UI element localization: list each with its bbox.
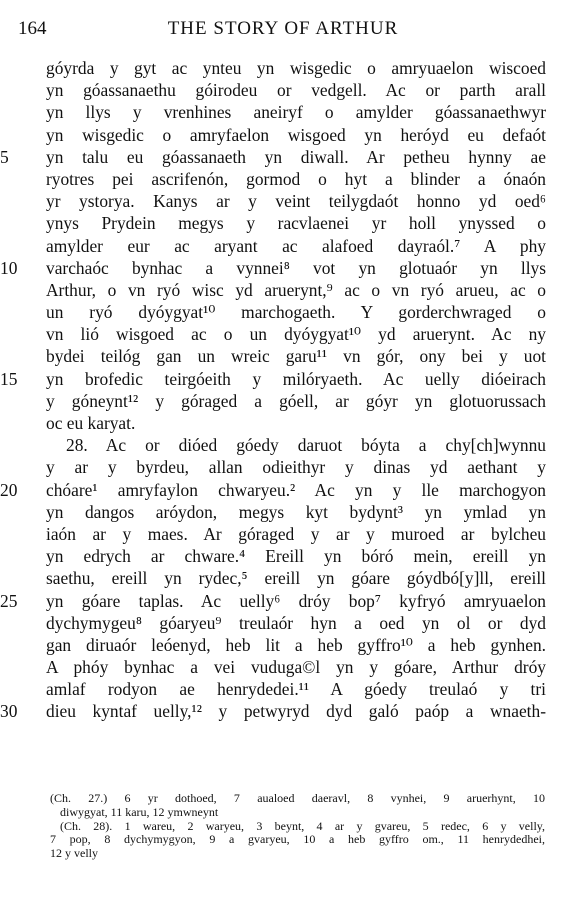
- text-line: [0, 146, 567, 168]
- text-line: [0, 456, 567, 478]
- text-line: [0, 323, 567, 345]
- line-text: y ar y byrdeu, allan odieithyr y dinas yd aethant y: [46, 457, 546, 478]
- running-title: THE STORY OF ARTHUR: [167, 18, 399, 39]
- line-number: 15: [0, 368, 18, 389]
- line-text: yn edrych ar chware.⁴ Ereill yn bóró mein, ereill yn: [46, 546, 546, 567]
- line-text: yn góassanaethu góirodeu or vedgell. Ac or parth arall: [46, 80, 546, 101]
- line-text: bydei teilóg gan un wreic garu¹¹ vn gór, ony bei y uot: [46, 346, 546, 367]
- text-line: [0, 523, 567, 545]
- line-text: ryotres pei ascrifenón, gormod o hyt a blinder a ónaón: [46, 168, 546, 189]
- text-line: [0, 257, 567, 279]
- line-text: yn talu eu góassanaeth yn diwall. Ar petheu hynny ae: [46, 146, 546, 167]
- text-line: [0, 212, 567, 234]
- footnote-line: 7 pop, 8 dychymygyon, 9 a gvaryeu, 10 a heb gyffro om., 11 henrydedhei,: [50, 833, 545, 847]
- footnote-line: 12 y velly: [50, 847, 98, 861]
- text-line: [0, 479, 567, 501]
- text-line: [0, 434, 567, 456]
- text-line: [0, 567, 567, 589]
- footnote-line: diwygyat, 11 karu, 12 ymwneynt: [60, 805, 219, 819]
- line-text: saethu, ereill yn rydec,⁵ ereill yn góare góydbó[y]ll, ereill: [46, 568, 546, 589]
- text-line: [0, 656, 567, 678]
- text-line: [0, 368, 567, 390]
- line-text: yn wisgedic o amryfaelon wisgoed yn heróyd eu defaót: [46, 124, 546, 145]
- page-header: [18, 12, 548, 42]
- line-text: dychymygeu⁸ góaryeu⁹ treulaór hyn a oed yn ol or dyd: [46, 612, 546, 633]
- text-line: [0, 501, 567, 523]
- line-text: Arthur, o vn ryó wisc yd aruerynt,⁹ ac o vn ryó arueu, ac o: [46, 279, 546, 300]
- line-text: vn lió wisgoed ac o un dyóygyat¹⁰ yd aruerynt. Ac ny: [46, 324, 546, 345]
- main-text: [0, 57, 567, 723]
- line-number: 25: [0, 590, 18, 611]
- text-line: [0, 57, 567, 79]
- line-text: yn llys y vrenhines aneiryf o amylder góassanaethwyr: [46, 102, 546, 123]
- text-line: [0, 390, 567, 412]
- line-number: 30: [0, 701, 18, 722]
- line-text: gan diruaór leóenyd, heb lit a heb gyffro¹⁰ a heb gynhen.: [46, 634, 546, 655]
- line-text: amylder eur ac aryant ac alafoed dayraól.⁷ A phy: [46, 235, 546, 256]
- line-text: un ryó dyóygyat¹⁰ marchogaeth. Y gorderchwraged o: [46, 302, 546, 323]
- line-text: dieu kyntaf uelly,¹² y petwyryd dyd galó paóp a wnaeth-: [46, 701, 546, 722]
- line-text: yn brofedic teirgóeith y milóryaeth. Ac uelly dióeirach: [46, 368, 546, 389]
- text-line: [0, 634, 567, 656]
- text-line: [0, 101, 567, 123]
- line-text: 28. Ac or dióed góedy daruot bóyta a chy[ch]wynnu: [66, 435, 546, 456]
- footnote-line: (Ch. 27.) 6 yr dothoed, 7 aualoed daeravl, 8 vynhei, 9 aruerhynt, 10: [50, 792, 545, 805]
- text-line: [0, 190, 567, 212]
- line-text: y góneynt¹² y góraged a góell, ar góyr yn glotuorussach: [46, 390, 546, 411]
- text-line: [0, 612, 567, 634]
- line-text: A phóy bynhac a vei vuduga©l yn y góare, Arthur dróy: [46, 657, 546, 678]
- text-line: [0, 279, 567, 301]
- text-line: [0, 345, 567, 367]
- line-text: oc eu karyat.: [46, 413, 136, 433]
- footnote-line: (Ch. 28). 1 wareu, 2 waryeu, 3 beynt, 4 ar y gvareu, 5 redec, 6 y velly,: [60, 819, 545, 833]
- line-text: varchaóc bynhac a vynnei⁸ vot yn glotuaór yn llys: [46, 257, 546, 278]
- text-line: [0, 124, 567, 146]
- line-text: yn góare taplas. Ac uelly⁶ dróy bop⁷ kyfryó amryuaelon: [46, 590, 546, 611]
- line-text: yr ystorya. Kanys ar y veint teilygdaót honno yd oed⁶: [46, 191, 546, 212]
- text-line: [0, 168, 567, 190]
- line-number: 20: [0, 479, 18, 500]
- text-line: [0, 301, 567, 323]
- footnotes: [50, 792, 545, 861]
- line-text: yn dangos aróydon, megys kyt bydynt³ yn ymlad yn: [46, 501, 546, 522]
- text-line: [0, 700, 567, 722]
- line-text: ynys Prydein megys y racvlaenei yr holl ynyssed o: [46, 213, 546, 234]
- text-line: [0, 545, 567, 567]
- line-text: iaón ar y maes. Ar góraged y ar y muroed ar bylcheu: [46, 523, 546, 544]
- text-line: [0, 590, 567, 612]
- page-number: 164: [18, 18, 47, 39]
- line-text: amlaf rodyon ae henrydedei.¹¹ A góedy treulaó y tri: [46, 679, 546, 700]
- line-text: chóare¹ amryfaylon chwaryeu.² Ac yn y lle marchogyon: [46, 479, 546, 500]
- line-text: góyrda y gyt ac ynteu yn wisgedic o amryuaelon wiscoed: [46, 58, 546, 78]
- text-line: [0, 235, 567, 257]
- line-number: 5: [0, 146, 9, 167]
- text-line: [0, 79, 567, 101]
- line-number: 10: [0, 257, 18, 278]
- text-line: [0, 678, 567, 700]
- text-line: [0, 412, 567, 434]
